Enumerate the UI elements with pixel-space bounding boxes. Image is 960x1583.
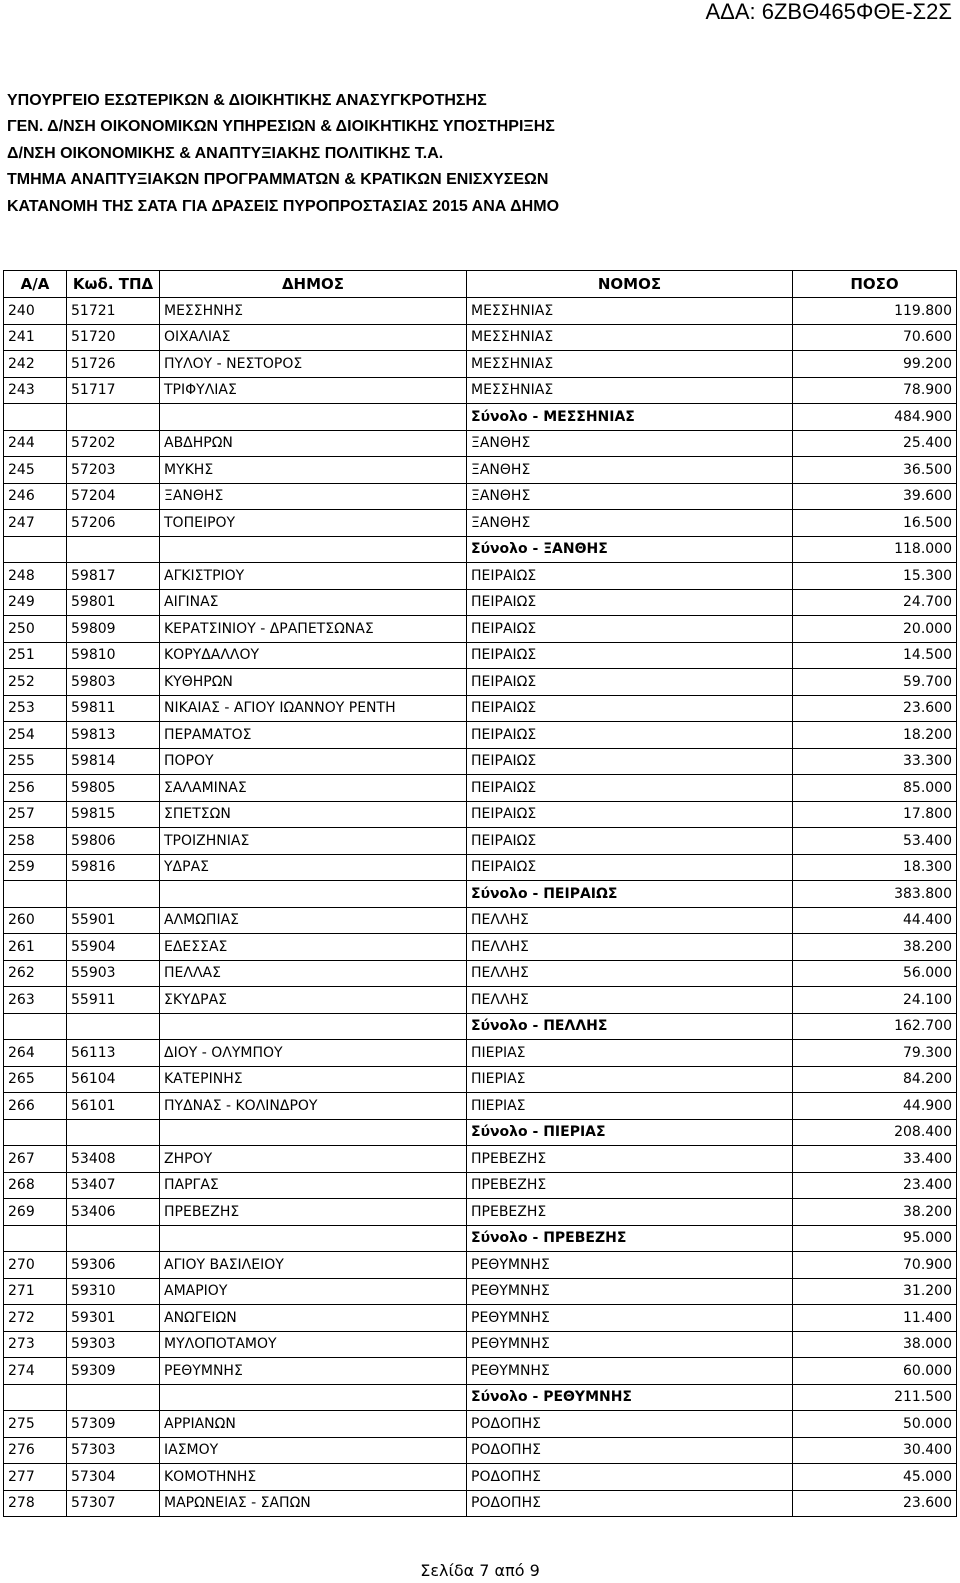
- cell-aa: 249: [4, 589, 67, 616]
- cell-prefecture: ΡΟΔΟΠΗΣ: [467, 1411, 793, 1438]
- table-row: [4, 616, 957, 643]
- cell-code: 59309: [67, 1358, 160, 1385]
- cell-aa: 257: [4, 801, 67, 828]
- cell-prefecture: Σύνολο - ΠΕΙΡΑΙΩΣ: [467, 881, 793, 908]
- cell-aa: 245: [4, 457, 67, 484]
- cell-prefecture: ΡΕΘΥΜΝΗΣ: [467, 1331, 793, 1358]
- cell-code: 57202: [67, 430, 160, 457]
- document-title: ΚΑΤΑΝΟΜΗ ΤΗΣ ΣΑΤΑ ΓΙΑ ΔΡΑΣΕΙΣ ΠΥΡΟΠΡΟΣΤΑΣΙΑΣ 2015 ΑΝΑ ΔΗΜΟ: [7, 197, 560, 215]
- cell-prefecture: ΡΕΘΥΜΝΗΣ: [467, 1358, 793, 1385]
- cell-prefecture: ΞΑΝΘΗΣ: [467, 430, 793, 457]
- table-row: [4, 1437, 957, 1464]
- table-row: [4, 960, 957, 987]
- cell-aa: 261: [4, 934, 67, 961]
- cell-aa: 269: [4, 1199, 67, 1226]
- cell-code: 51720: [67, 324, 160, 351]
- cell-prefecture: ΡΕΘΥΜΝΗΣ: [467, 1252, 793, 1279]
- cell-municipality: ΠΕΛΛΑΣ: [160, 960, 467, 987]
- cell-aa: 259: [4, 854, 67, 881]
- cell-aa: 250: [4, 616, 67, 643]
- cell-prefecture: ΠΕΙΡΑΙΩΣ: [467, 854, 793, 881]
- cell-prefecture: ΠΕΛΛΗΣ: [467, 987, 793, 1014]
- cell-aa: 248: [4, 563, 67, 590]
- cell-aa: 276: [4, 1437, 67, 1464]
- cell-amount: 30.400: [793, 1437, 957, 1464]
- cell-aa: 255: [4, 748, 67, 775]
- cell-prefecture: ΠΕΙΡΑΙΩΣ: [467, 775, 793, 802]
- cell-prefecture: ΠΙΕΡΙΑΣ: [467, 1093, 793, 1120]
- cell-prefecture: Σύνολο - ΞΑΝΘΗΣ: [467, 536, 793, 563]
- cell-aa: 271: [4, 1278, 67, 1305]
- cell-prefecture: ΠΕΙΡΑΙΩΣ: [467, 563, 793, 590]
- cell-amount: 45.000: [793, 1464, 957, 1491]
- cell-amount: 53.400: [793, 828, 957, 855]
- cell-code: [67, 881, 160, 908]
- cell-aa: 244: [4, 430, 67, 457]
- cell-amount: 484.900: [793, 404, 957, 431]
- cell-code: 59811: [67, 695, 160, 722]
- cell-municipality: ΑΒΔΗΡΩΝ: [160, 430, 467, 457]
- cell-code: 59306: [67, 1252, 160, 1279]
- cell-code: 59817: [67, 563, 160, 590]
- cell-municipality: ΚΥΘΗΡΩΝ: [160, 669, 467, 696]
- table-row: [4, 483, 957, 510]
- table-row: [4, 351, 957, 378]
- table-row: [4, 1252, 957, 1279]
- cell-prefecture: Σύνολο - ΡΕΘΥΜΝΗΣ: [467, 1384, 793, 1411]
- cell-code: 59805: [67, 775, 160, 802]
- cell-amount: 24.100: [793, 987, 957, 1014]
- cell-prefecture: ΠΕΙΡΑΙΩΣ: [467, 616, 793, 643]
- cell-municipality: ΠΕΡΑΜΑΤΟΣ: [160, 722, 467, 749]
- cell-amount: 18.200: [793, 722, 957, 749]
- cell-prefecture: ΠΡΕΒΕΖΗΣ: [467, 1172, 793, 1199]
- cell-aa: 251: [4, 642, 67, 669]
- cell-code: 51717: [67, 377, 160, 404]
- cell-code: 57206: [67, 510, 160, 537]
- cell-aa: 243: [4, 377, 67, 404]
- cell-aa: 272: [4, 1305, 67, 1332]
- cell-code: 57303: [67, 1437, 160, 1464]
- cell-municipality: ΜΥΛΟΠΟΤΑΜΟΥ: [160, 1331, 467, 1358]
- subtotal-row: [4, 536, 957, 563]
- cell-prefecture: ΞΑΝΘΗΣ: [467, 510, 793, 537]
- cell-aa: [4, 536, 67, 563]
- cell-prefecture: ΠΕΙΡΑΙΩΣ: [467, 722, 793, 749]
- cell-amount: 60.000: [793, 1358, 957, 1385]
- cell-municipality: ΑΜΑΡΙΟΥ: [160, 1278, 467, 1305]
- cell-prefecture: ΞΑΝΘΗΣ: [467, 483, 793, 510]
- col-header-amount: ΠΟΣΟ: [793, 271, 957, 298]
- cell-amount: 208.400: [793, 1119, 957, 1146]
- table-row: [4, 1331, 957, 1358]
- cell-code: 51726: [67, 351, 160, 378]
- cell-prefecture: Σύνολο - ΜΕΣΣΗΝΙΑΣ: [467, 404, 793, 431]
- cell-amount: 59.700: [793, 669, 957, 696]
- cell-municipality: ΤΡΟΙΖΗΝΙΑΣ: [160, 828, 467, 855]
- cell-aa: 253: [4, 695, 67, 722]
- cell-prefecture: ΠΕΛΛΗΣ: [467, 907, 793, 934]
- table-row: [4, 722, 957, 749]
- document-header: [7, 88, 559, 220]
- cell-municipality: ΣΑΛΑΜΙΝΑΣ: [160, 775, 467, 802]
- cell-municipality: ΠΥΛΟΥ - ΝΕΣΤΟΡΟΣ: [160, 351, 467, 378]
- cell-aa: 258: [4, 828, 67, 855]
- table-row: [4, 298, 957, 325]
- cell-prefecture: ΡΟΔΟΠΗΣ: [467, 1464, 793, 1491]
- cell-prefecture: ΠΕΙΡΑΙΩΣ: [467, 669, 793, 696]
- cell-amount: 56.000: [793, 960, 957, 987]
- table-row: [4, 642, 957, 669]
- cell-amount: 33.300: [793, 748, 957, 775]
- cell-prefecture: ΜΕΣΣΗΝΙΑΣ: [467, 298, 793, 325]
- cell-code: 57203: [67, 457, 160, 484]
- cell-prefecture: ΠΕΙΡΑΙΩΣ: [467, 589, 793, 616]
- cell-aa: 240: [4, 298, 67, 325]
- cell-prefecture: ΜΕΣΣΗΝΙΑΣ: [467, 377, 793, 404]
- cell-municipality: ΠΑΡΓΑΣ: [160, 1172, 467, 1199]
- table-row: [4, 669, 957, 696]
- cell-code: [67, 536, 160, 563]
- cell-amount: 18.300: [793, 854, 957, 881]
- cell-municipality: ΣΠΕΤΣΩΝ: [160, 801, 467, 828]
- cell-code: 56104: [67, 1066, 160, 1093]
- cell-amount: 383.800: [793, 881, 957, 908]
- cell-aa: 267: [4, 1146, 67, 1173]
- table-row: [4, 748, 957, 775]
- cell-code: [67, 1119, 160, 1146]
- cell-municipality: [160, 1384, 467, 1411]
- table-row: [4, 828, 957, 855]
- cell-code: 59310: [67, 1278, 160, 1305]
- cell-amount: 70.900: [793, 1252, 957, 1279]
- cell-prefecture: ΡΕΘΥΜΝΗΣ: [467, 1305, 793, 1332]
- cell-code: 55904: [67, 934, 160, 961]
- cell-municipality: ΑΝΩΓΕΙΩΝ: [160, 1305, 467, 1332]
- cell-code: 56101: [67, 1093, 160, 1120]
- cell-amount: 39.600: [793, 483, 957, 510]
- cell-amount: 50.000: [793, 1411, 957, 1438]
- table-row: [4, 589, 957, 616]
- cell-municipality: ΕΔΕΣΣΑΣ: [160, 934, 467, 961]
- table-row: [4, 563, 957, 590]
- cell-aa: [4, 1119, 67, 1146]
- table-row: [4, 987, 957, 1014]
- cell-code: 59810: [67, 642, 160, 669]
- cell-municipality: ΔΙΟΥ - ΟΛΥΜΠΟΥ: [160, 1040, 467, 1067]
- table-row: [4, 934, 957, 961]
- cell-aa: 252: [4, 669, 67, 696]
- ministry-line: ΥΠΟΥΡΓΕΙΟ ΕΣΩΤΕΡΙΚΩΝ & ΔΙΟΙΚΗΤΙΚΗΣ ΑΝΑΣΥΓΚΡΟΤΗΣΗΣ: [7, 92, 487, 109]
- cell-aa: 241: [4, 324, 67, 351]
- table-row: [4, 695, 957, 722]
- table-row: [4, 801, 957, 828]
- table-row: [4, 1199, 957, 1226]
- cell-municipality: [160, 1013, 467, 1040]
- cell-prefecture: ΠΕΛΛΗΣ: [467, 960, 793, 987]
- cell-municipality: ΚΟΡΥΔΑΛΛΟΥ: [160, 642, 467, 669]
- cell-municipality: ΥΔΡΑΣ: [160, 854, 467, 881]
- table-row: [4, 1066, 957, 1093]
- cell-municipality: ΑΙΓΙΝΑΣ: [160, 589, 467, 616]
- cell-aa: 264: [4, 1040, 67, 1067]
- cell-prefecture: ΡΕΘΥΜΝΗΣ: [467, 1278, 793, 1305]
- cell-amount: 15.300: [793, 563, 957, 590]
- cell-prefecture: ΜΕΣΣΗΝΙΑΣ: [467, 324, 793, 351]
- table-row: [4, 430, 957, 457]
- cell-code: [67, 1013, 160, 1040]
- table-row: [4, 854, 957, 881]
- table-row: [4, 1093, 957, 1120]
- cell-aa: 265: [4, 1066, 67, 1093]
- cell-prefecture: ΠΙΕΡΙΑΣ: [467, 1040, 793, 1067]
- table-row: [4, 1146, 957, 1173]
- cell-code: 59801: [67, 589, 160, 616]
- cell-amount: 36.500: [793, 457, 957, 484]
- cell-amount: 25.400: [793, 430, 957, 457]
- cell-aa: 256: [4, 775, 67, 802]
- cell-amount: 85.000: [793, 775, 957, 802]
- cell-aa: 263: [4, 987, 67, 1014]
- department-line: ΤΜΗΜΑ ΑΝΑΠΤΥΞΙΑΚΩΝ ΠΡΟΓΡΑΜΜΑΤΩΝ & ΚΡΑΤΙΚΩΝ ΕΝΙΣΧΥΣΕΩΝ: [7, 171, 549, 189]
- cell-municipality: [160, 1225, 467, 1252]
- table-header-row: [4, 271, 957, 298]
- cell-prefecture: Σύνολο - ΠΕΛΛΗΣ: [467, 1013, 793, 1040]
- cell-amount: 11.400: [793, 1305, 957, 1332]
- cell-aa: [4, 404, 67, 431]
- cell-amount: 38.200: [793, 1199, 957, 1226]
- table-row: [4, 1040, 957, 1067]
- cell-amount: 24.700: [793, 589, 957, 616]
- cell-aa: 275: [4, 1411, 67, 1438]
- cell-municipality: ΖΗΡΟΥ: [160, 1146, 467, 1173]
- cell-prefecture: ΞΑΝΘΗΣ: [467, 457, 793, 484]
- cell-code: 53406: [67, 1199, 160, 1226]
- subtotal-row: [4, 1384, 957, 1411]
- cell-municipality: ΡΕΘΥΜΝΗΣ: [160, 1358, 467, 1385]
- cell-municipality: ΙΑΣΜΟΥ: [160, 1437, 467, 1464]
- cell-prefecture: ΠΕΙΡΑΙΩΣ: [467, 828, 793, 855]
- cell-aa: 246: [4, 483, 67, 510]
- cell-aa: [4, 1384, 67, 1411]
- cell-municipality: ΠΡΕΒΕΖΗΣ: [160, 1199, 467, 1226]
- col-header-code: Κωδ. ΤΠΔ: [67, 271, 160, 298]
- cell-code: 59803: [67, 669, 160, 696]
- cell-municipality: ΝΙΚΑΙΑΣ - ΑΓΙΟΥ ΙΩΑΝΝΟΥ ΡΕΝΤΗ: [160, 695, 467, 722]
- table-row: [4, 775, 957, 802]
- table-row: [4, 457, 957, 484]
- cell-amount: 70.600: [793, 324, 957, 351]
- cell-municipality: ΜΥΚΗΣ: [160, 457, 467, 484]
- cell-municipality: [160, 404, 467, 431]
- cell-municipality: ΜΕΣΣΗΝΗΣ: [160, 298, 467, 325]
- cell-code: 57304: [67, 1464, 160, 1491]
- cell-code: 55901: [67, 907, 160, 934]
- cell-aa: [4, 1013, 67, 1040]
- cell-municipality: ΤΟΠΕΙΡΟΥ: [160, 510, 467, 537]
- cell-code: 51721: [67, 298, 160, 325]
- cell-code: 59301: [67, 1305, 160, 1332]
- cell-amount: 99.200: [793, 351, 957, 378]
- table-row: [4, 1464, 957, 1491]
- table-row: [4, 1358, 957, 1385]
- cell-amount: 162.700: [793, 1013, 957, 1040]
- cell-prefecture: ΠΡΕΒΕΖΗΣ: [467, 1199, 793, 1226]
- cell-amount: 23.600: [793, 695, 957, 722]
- cell-municipality: ΠΥΔΝΑΣ - ΚΟΛΙΝΔΡΟΥ: [160, 1093, 467, 1120]
- cell-amount: 38.000: [793, 1331, 957, 1358]
- cell-prefecture: ΠΕΙΡΑΙΩΣ: [467, 642, 793, 669]
- cell-municipality: ΑΛΜΩΠΙΑΣ: [160, 907, 467, 934]
- table-row: [4, 510, 957, 537]
- cell-aa: 277: [4, 1464, 67, 1491]
- cell-code: 55903: [67, 960, 160, 987]
- cell-municipality: ΠΟΡΟΥ: [160, 748, 467, 775]
- cell-prefecture: ΠΡΕΒΕΖΗΣ: [467, 1146, 793, 1173]
- cell-municipality: [160, 1119, 467, 1146]
- cell-amount: 119.800: [793, 298, 957, 325]
- cell-code: 59303: [67, 1331, 160, 1358]
- cell-code: 57307: [67, 1490, 160, 1517]
- cell-prefecture: ΜΕΣΣΗΝΙΑΣ: [467, 351, 793, 378]
- cell-prefecture: ΠΕΙΡΑΙΩΣ: [467, 695, 793, 722]
- ada-code: ΑΔΑ: 6ΖΒΘ465ΦΘΕ-Σ2Σ: [705, 0, 952, 24]
- cell-amount: 118.000: [793, 536, 957, 563]
- subtotal-row: [4, 881, 957, 908]
- cell-municipality: ΚΕΡΑΤΣΙΝΙΟΥ - ΔΡΑΠΕΤΣΩΝΑΣ: [160, 616, 467, 643]
- cell-amount: 17.800: [793, 801, 957, 828]
- cell-code: 59814: [67, 748, 160, 775]
- cell-code: 59809: [67, 616, 160, 643]
- cell-municipality: ΑΓΚΙΣΤΡΙΟΥ: [160, 563, 467, 590]
- cell-aa: 260: [4, 907, 67, 934]
- cell-aa: 274: [4, 1358, 67, 1385]
- cell-aa: [4, 881, 67, 908]
- cell-municipality: [160, 881, 467, 908]
- cell-amount: 20.000: [793, 616, 957, 643]
- cell-amount: 78.900: [793, 377, 957, 404]
- cell-code: [67, 1384, 160, 1411]
- cell-code: 59816: [67, 854, 160, 881]
- cell-aa: 273: [4, 1331, 67, 1358]
- cell-municipality: ΤΡΙΦΥΛΙΑΣ: [160, 377, 467, 404]
- cell-code: 53408: [67, 1146, 160, 1173]
- cell-code: 53407: [67, 1172, 160, 1199]
- cell-code: [67, 404, 160, 431]
- cell-code: 56113: [67, 1040, 160, 1067]
- cell-aa: [4, 1225, 67, 1252]
- cell-municipality: [160, 536, 467, 563]
- subtotal-row: [4, 1013, 957, 1040]
- table-row: [4, 324, 957, 351]
- subtotal-row: [4, 1225, 957, 1252]
- cell-amount: 79.300: [793, 1040, 957, 1067]
- subtotal-row: [4, 404, 957, 431]
- table-row: [4, 377, 957, 404]
- cell-amount: 44.900: [793, 1093, 957, 1120]
- cell-code: 57204: [67, 483, 160, 510]
- cell-aa: 278: [4, 1490, 67, 1517]
- cell-amount: 23.400: [793, 1172, 957, 1199]
- cell-amount: 95.000: [793, 1225, 957, 1252]
- cell-prefecture: Σύνολο - ΠΡΕΒΕΖΗΣ: [467, 1225, 793, 1252]
- table-row: [4, 907, 957, 934]
- cell-prefecture: ΠΕΛΛΗΣ: [467, 934, 793, 961]
- cell-municipality: ΟΙΧΑΛΙΑΣ: [160, 324, 467, 351]
- col-header-aa: Α/Α: [4, 271, 67, 298]
- cell-municipality: ΜΑΡΩΝΕΙΑΣ - ΣΑΠΩΝ: [160, 1490, 467, 1517]
- cell-amount: 23.600: [793, 1490, 957, 1517]
- table-row: [4, 1490, 957, 1517]
- cell-municipality: ΚΟΜΟΤΗΝΗΣ: [160, 1464, 467, 1491]
- cell-municipality: ΑΡΡΙΑΝΩΝ: [160, 1411, 467, 1438]
- col-header-municipality: ΔΗΜΟΣ: [160, 271, 467, 298]
- table-row: [4, 1172, 957, 1199]
- directorate-general-line: ΓΕΝ. Δ/ΝΣΗ ΟΙΚΟΝΟΜΙΚΩΝ ΥΠΗΡΕΣΙΩΝ & ΔΙΟΙΚΗΤΙΚΗΣ ΥΠΟΣΤΗΡΙΞΗΣ: [7, 118, 555, 136]
- cell-amount: 38.200: [793, 934, 957, 961]
- subtotal-row: [4, 1119, 957, 1146]
- col-header-prefecture: ΝΟΜΟΣ: [467, 271, 793, 298]
- cell-amount: 33.400: [793, 1146, 957, 1173]
- cell-aa: 254: [4, 722, 67, 749]
- cell-municipality: ΣΚΥΔΡΑΣ: [160, 987, 467, 1014]
- cell-aa: 247: [4, 510, 67, 537]
- cell-amount: 211.500: [793, 1384, 957, 1411]
- page-number: Σελίδα 7 από 9: [420, 1561, 540, 1580]
- directorate-line: Δ/ΝΣΗ ΟΙΚΟΝΟΜΙΚΗΣ & ΑΝΑΠΤΥΞΙΑΚΗΣ ΠΟΛΙΤΙΚΗΣ Τ.Α.: [7, 144, 444, 162]
- cell-amount: 31.200: [793, 1278, 957, 1305]
- allocation-table: [3, 270, 957, 1517]
- cell-amount: 44.400: [793, 907, 957, 934]
- cell-amount: 14.500: [793, 642, 957, 669]
- cell-code: 55911: [67, 987, 160, 1014]
- cell-prefecture: ΡΟΔΟΠΗΣ: [467, 1490, 793, 1517]
- table-row: [4, 1411, 957, 1438]
- cell-code: 59806: [67, 828, 160, 855]
- cell-municipality: ΑΓΙΟΥ ΒΑΣΙΛΕΙΟΥ: [160, 1252, 467, 1279]
- cell-municipality: ΞΑΝΘΗΣ: [160, 483, 467, 510]
- cell-prefecture: ΠΙΕΡΙΑΣ: [467, 1066, 793, 1093]
- cell-code: 59815: [67, 801, 160, 828]
- cell-prefecture: ΡΟΔΟΠΗΣ: [467, 1437, 793, 1464]
- cell-aa: 270: [4, 1252, 67, 1279]
- table-row: [4, 1278, 957, 1305]
- cell-code: [67, 1225, 160, 1252]
- cell-amount: 84.200: [793, 1066, 957, 1093]
- cell-code: 57309: [67, 1411, 160, 1438]
- table-row: [4, 1305, 957, 1332]
- cell-code: 59813: [67, 722, 160, 749]
- cell-amount: 16.500: [793, 510, 957, 537]
- cell-aa: 266: [4, 1093, 67, 1120]
- cell-municipality: ΚΑΤΕΡΙΝΗΣ: [160, 1066, 467, 1093]
- cell-aa: 242: [4, 351, 67, 378]
- cell-prefecture: ΠΕΙΡΑΙΩΣ: [467, 748, 793, 775]
- cell-aa: 268: [4, 1172, 67, 1199]
- cell-prefecture: Σύνολο - ΠΙΕΡΙΑΣ: [467, 1119, 793, 1146]
- cell-aa: 262: [4, 960, 67, 987]
- cell-prefecture: ΠΕΙΡΑΙΩΣ: [467, 801, 793, 828]
